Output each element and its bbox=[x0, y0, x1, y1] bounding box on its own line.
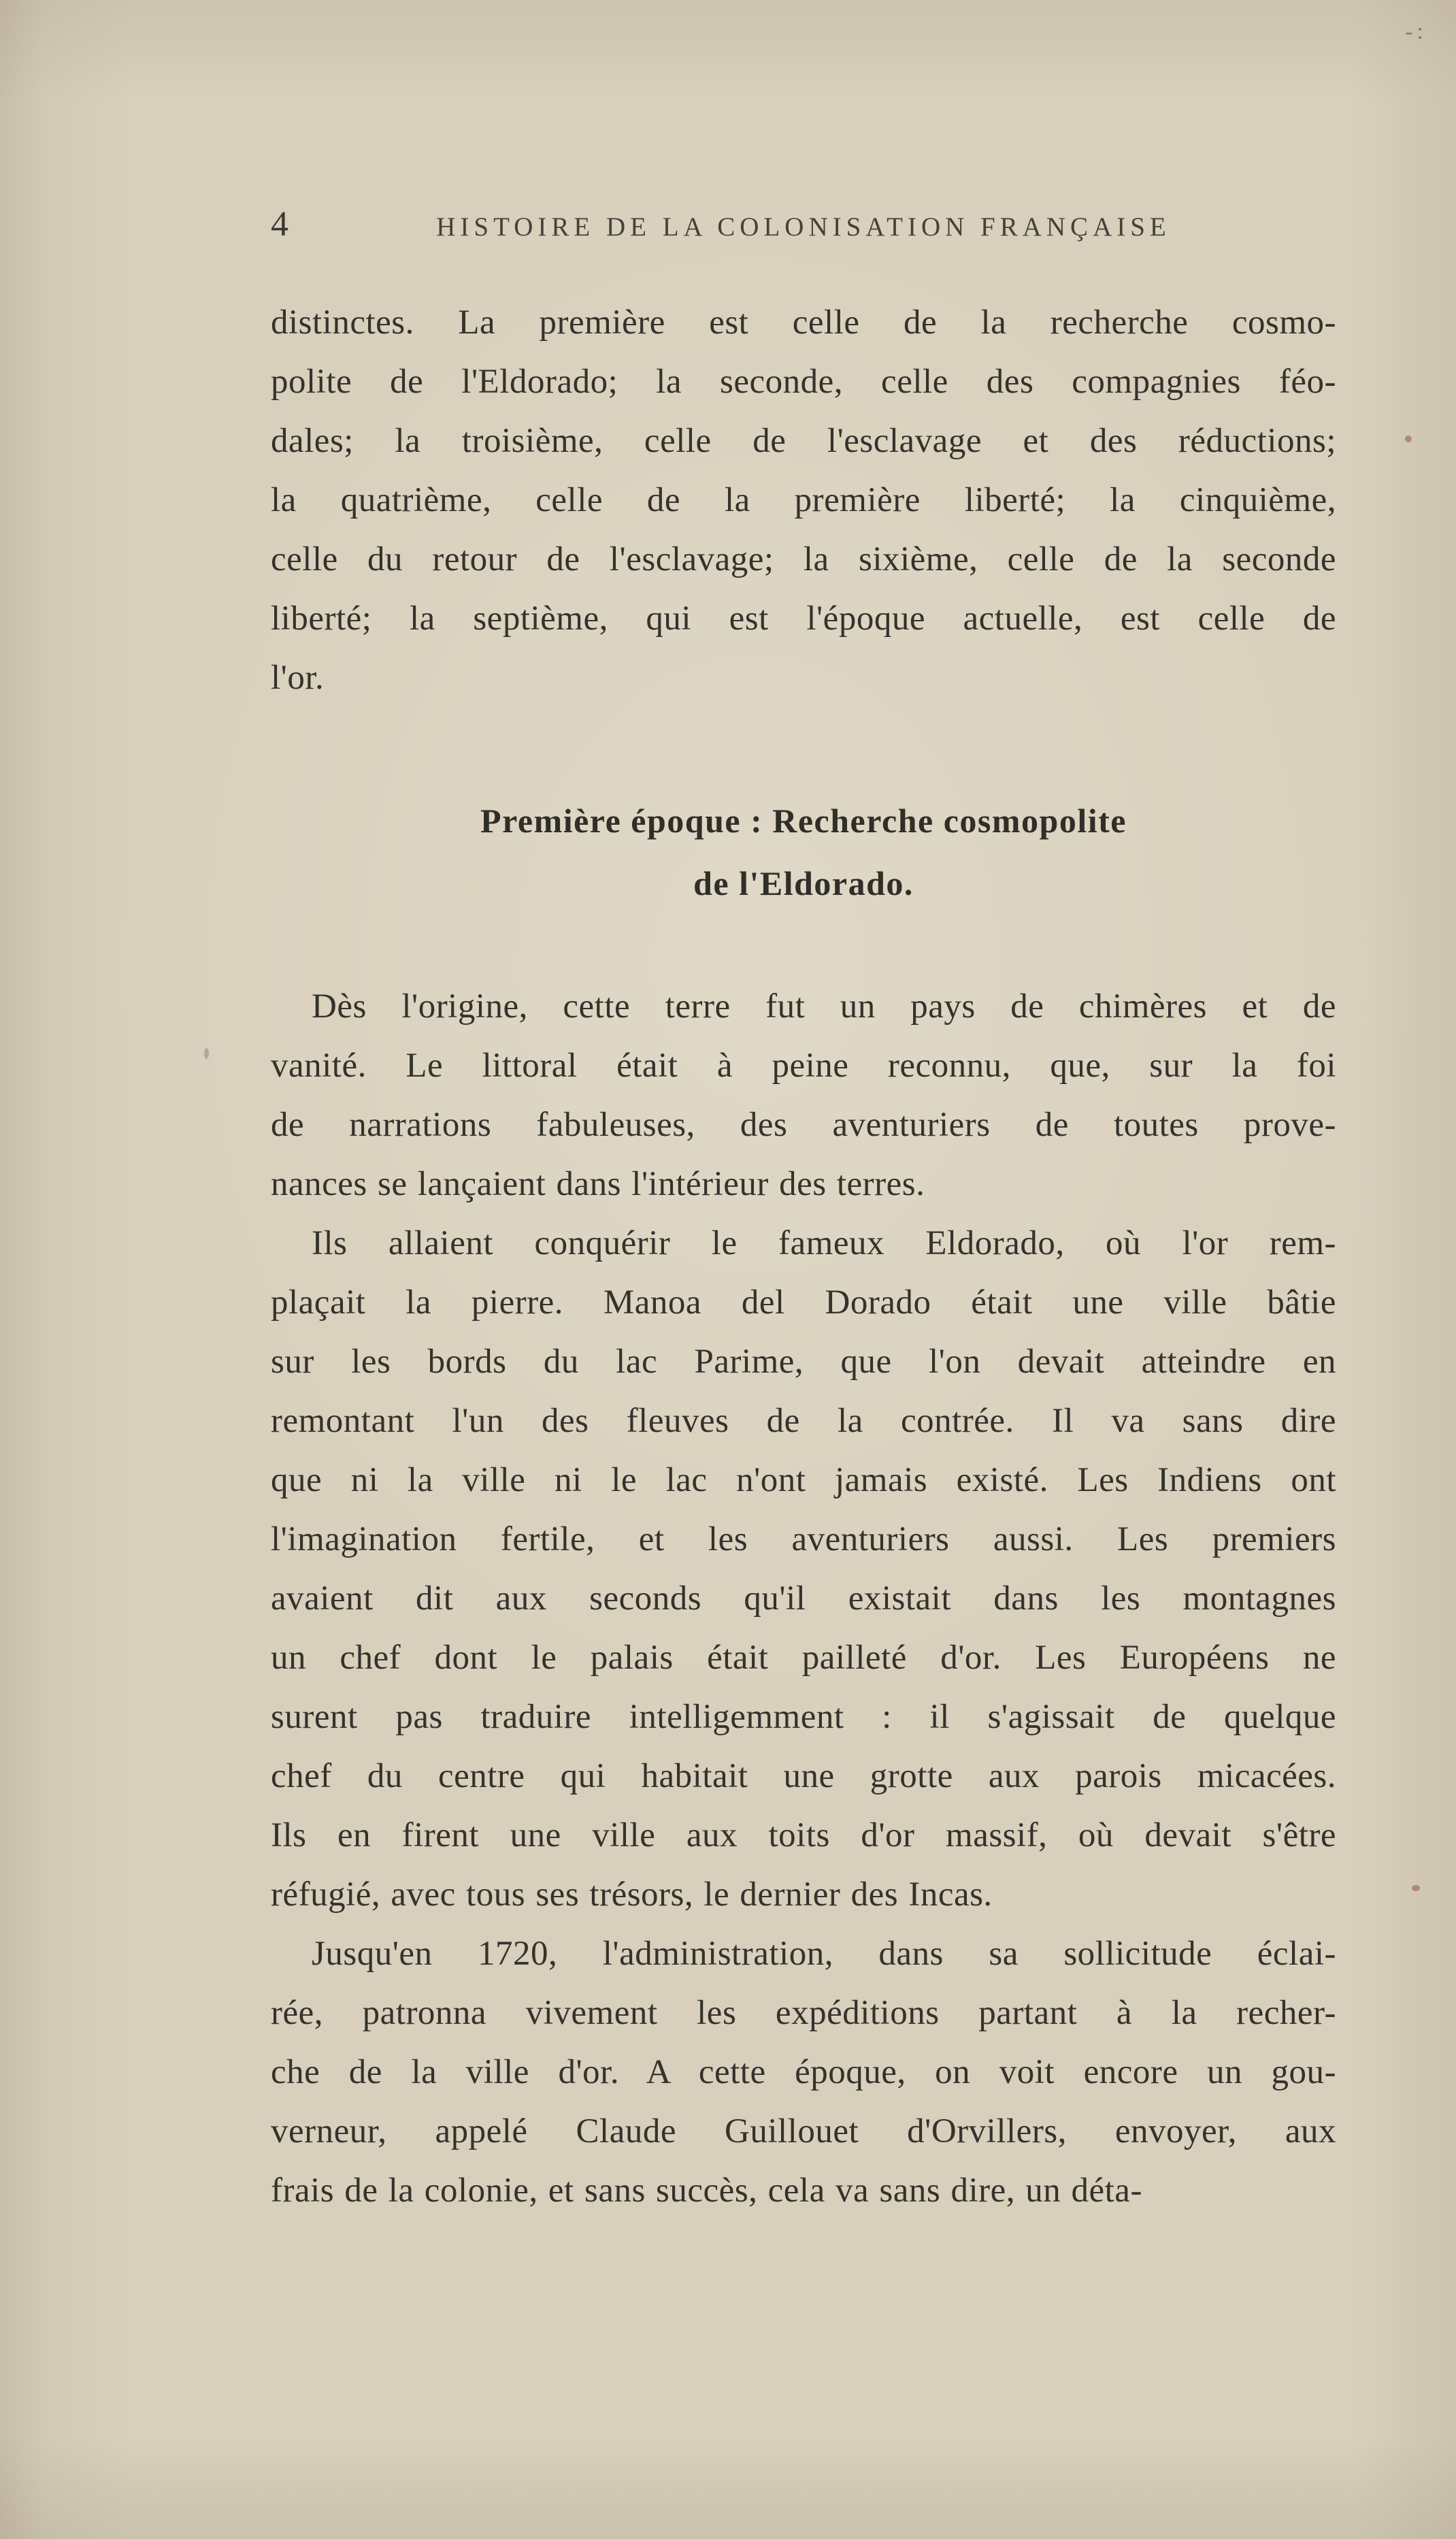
paragraph bbox=[271, 293, 1336, 708]
page-number: 4 bbox=[271, 205, 288, 244]
text-line: remontant l'un des fleuves de la contrée. Il va sans dire bbox=[271, 1402, 1336, 1440]
text-line: plaçait la pierre. Manoa del Dorado était une ville bâtie bbox=[271, 1283, 1336, 1322]
text-block bbox=[271, 204, 1336, 2221]
text-line: rée, patronna vivement les expéditions partant à la recher- bbox=[271, 1994, 1336, 2032]
section-heading bbox=[271, 789, 1336, 915]
text-line: la quatrième, celle de la première liberté; la cinquième, bbox=[271, 481, 1336, 519]
paragraph bbox=[271, 977, 1336, 1214]
text-line: dales; la troisième, celle de l'esclavage et des réductions; bbox=[271, 422, 1336, 460]
running-title: HISTOIRE DE LA COLONISATION FRANÇAISE bbox=[436, 212, 1171, 242]
text-line: sur les bords du lac Parime, que l'on devait atteindre en bbox=[271, 1343, 1336, 1381]
scan-artifact-mark: -: bbox=[1405, 19, 1427, 44]
text-line: vanité. Le littoral était à peine reconnu, que, sur la foi bbox=[271, 1047, 1336, 1085]
text-line: Jusqu'en 1720, l'administration, dans sa sollicitude éclai- bbox=[312, 1935, 1336, 1973]
scan-speck bbox=[1412, 1885, 1420, 1891]
paragraph bbox=[271, 1924, 1336, 2221]
text-line: Ils allaient conquérir le fameux Eldorado, où l'or rem- bbox=[312, 1224, 1336, 1262]
section-heading-line: de l'Eldorado. bbox=[693, 864, 914, 902]
text-line: chef du centre qui habitait une grotte aux parois micacées. bbox=[271, 1757, 1336, 1795]
scan-speck bbox=[204, 1048, 209, 1059]
text-line: réfugié, avec tous ses trésors, le dernier des Incas. bbox=[271, 1875, 993, 1914]
text-line: liberté; la septième, qui est l'époque actuelle, est celle de bbox=[271, 600, 1336, 638]
text-line: verneur, appelé Claude Guillouet d'Orvillers, envoyer, aux bbox=[271, 2112, 1336, 2150]
page-header bbox=[271, 204, 1336, 244]
text-line: Ils en firent une ville aux toits d'or massif, où devait s'être bbox=[271, 1816, 1336, 1854]
section-heading-line: Première époque : Recherche cosmopolite bbox=[480, 802, 1127, 840]
text-line: Dès l'origine, cette terre fut un pays de chimères et de bbox=[312, 987, 1336, 1026]
text-line: avaient dit aux seconds qu'il existait dans les montagnes bbox=[271, 1579, 1336, 1618]
text-line: celle du retour de l'esclavage; la sixième, celle de la seconde bbox=[271, 540, 1336, 578]
text-line: un chef dont le palais était pailleté d'or. Les Européens ne bbox=[271, 1639, 1336, 1677]
text-line: che de la ville d'or. A cette époque, on voit encore un gou- bbox=[271, 2053, 1336, 2091]
text-line: l'or. bbox=[271, 659, 325, 697]
text-line: frais de la colonie, et sans succès, cela va sans dire, un déta- bbox=[271, 2172, 1142, 2210]
text-line: surent pas traduire intelligemment : il s'agissait de quelque bbox=[271, 1698, 1336, 1736]
paragraph bbox=[271, 1214, 1336, 1924]
text-line: distinctes. La première est celle de la recherche cosmo- bbox=[271, 304, 1336, 342]
text-line: polite de l'Eldorado; la seconde, celle des compagnies féo- bbox=[271, 363, 1336, 401]
scan-speck bbox=[1405, 436, 1412, 442]
text-line: l'imagination fertile, et les aventuriers aussi. Les premiers bbox=[271, 1520, 1336, 1558]
text-line: de narrations fabuleuses, des aventuriers de toutes prove- bbox=[271, 1106, 1336, 1144]
text-line: que ni la ville ni le lac n'ont jamais existé. Les Indiens ont bbox=[271, 1461, 1336, 1499]
text-line: nances se lançaient dans l'intérieur des terres. bbox=[271, 1165, 925, 1203]
